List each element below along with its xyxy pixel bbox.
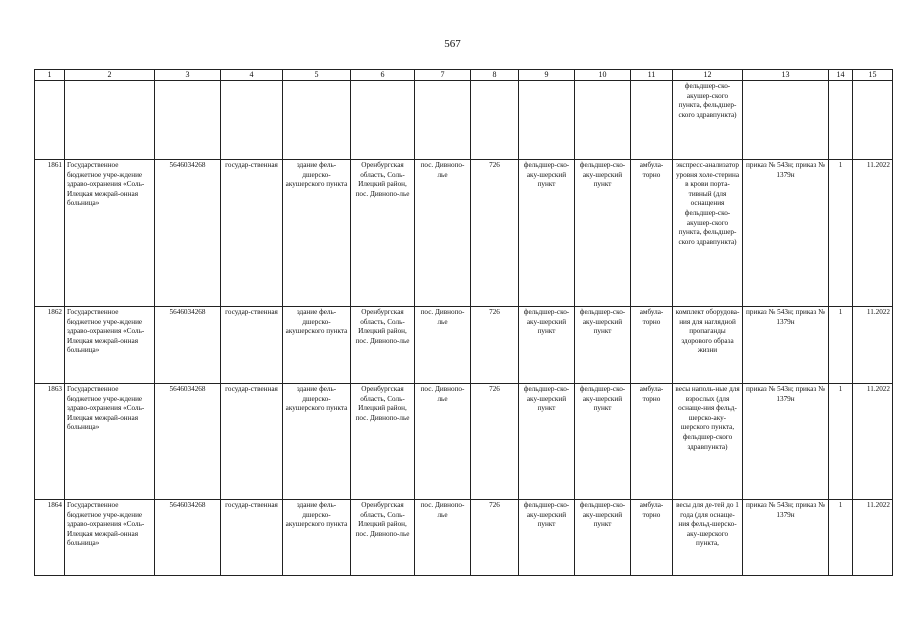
- empty-cell: [35, 81, 65, 160]
- settlement-cell: пос. Дивнопо-лье: [415, 307, 471, 384]
- organization-cell: Государственное бюджетное учре-ждение здраво-охранения «Соль-Илецкая межрай-онная больница»: [65, 160, 155, 307]
- inn-cell: 5646034268: [155, 307, 221, 384]
- code-cell: 726: [471, 500, 519, 576]
- unit-cell: фельдшер-ско-аку-шерский пункт: [519, 500, 575, 576]
- empty-cell: [575, 81, 631, 160]
- row-number-cell: 1862: [35, 307, 65, 384]
- quantity-cell: 1: [829, 307, 853, 384]
- organization-cell: Государственное бюджетное учре-ждение здраво-охранения «Соль-Илецкая межрай-онная больница»: [65, 500, 155, 576]
- empty-cell: [519, 81, 575, 160]
- column-number: 6: [351, 70, 415, 81]
- empty-cell: [155, 81, 221, 160]
- empty-cell: [283, 81, 351, 160]
- table-row: [35, 307, 893, 384]
- date-cell: 11.2022: [853, 500, 893, 576]
- building-cell: здание фель-дшерско-акушерского пункта: [283, 160, 351, 307]
- unit-cell: фельдшер-ско-аку-шерский пункт: [575, 307, 631, 384]
- building-cell: здание фель-дшерско-акушерского пункта: [283, 307, 351, 384]
- column-number: 2: [65, 70, 155, 81]
- quantity-cell: 1: [829, 500, 853, 576]
- address-cell: Оренбургская область, Соль-Илецкий район, пос. Дивнопо-лье: [351, 384, 415, 500]
- address-cell: Оренбургская область, Соль-Илецкий район, пос. Дивнопо-лье: [351, 307, 415, 384]
- table-row: [35, 500, 893, 576]
- order-cell: приказ № 543н; приказ № 1379н: [743, 384, 829, 500]
- care-form-cell: амбула-торно: [631, 160, 673, 307]
- date-cell: 11.2022: [853, 160, 893, 307]
- equipment-cell: фельдшер-ско-акушер-ского пункта, фельдшер-ского здравпункта): [673, 81, 743, 160]
- page-number: 567: [444, 38, 461, 50]
- empty-cell: [631, 81, 673, 160]
- address-cell: Оренбургская область, Соль-Илецкий район, пос. Дивнопо-лье: [351, 160, 415, 307]
- row-number-cell: 1861: [35, 160, 65, 307]
- column-number: 5: [283, 70, 351, 81]
- organization-cell: Государственное бюджетное учре-ждение здраво-охранения «Соль-Илецкая межрай-онная больница»: [65, 307, 155, 384]
- care-form-cell: амбула-торно: [631, 307, 673, 384]
- date-cell: 11.2022: [853, 307, 893, 384]
- column-number: 11: [631, 70, 673, 81]
- code-cell: 726: [471, 160, 519, 307]
- unit-cell: фельдшер-ско-аку-шерский пункт: [519, 160, 575, 307]
- unit-cell: фельдшер-ско-аку-шерский пункт: [519, 384, 575, 500]
- code-cell: 726: [471, 384, 519, 500]
- column-number: 1: [35, 70, 65, 81]
- registry-table: [34, 69, 893, 576]
- ownership-cell: государ-ственная: [221, 307, 283, 384]
- settlement-cell: пос. Дивнопо-лье: [415, 500, 471, 576]
- building-cell: здание фель-дшерско-акушерского пункта: [283, 500, 351, 576]
- equipment-cell: весы для де-тей до 1 года (для оснаще-ния фельд-шерско-аку-шерского пункта,: [673, 500, 743, 576]
- column-number-row: [35, 70, 893, 81]
- quantity-cell: 1: [829, 160, 853, 307]
- empty-cell: [829, 81, 853, 160]
- empty-cell: [853, 81, 893, 160]
- column-number: 15: [853, 70, 893, 81]
- unit-cell: фельдшер-ско-аку-шерский пункт: [575, 384, 631, 500]
- settlement-cell: пос. Дивнопо-лье: [415, 160, 471, 307]
- organization-cell: Государственное бюджетное учре-ждение здраво-охранения «Соль-Илецкая межрай-онная больница»: [65, 384, 155, 500]
- equipment-cell: экспресс-анализатор уровня холе-стерина в крови порта-тивный (для оснащения фельдшер-ско-акушер-ского пункта, фельдшер-ского здравпункта): [673, 160, 743, 307]
- care-form-cell: амбула-торно: [631, 500, 673, 576]
- address-cell: Оренбургская область, Соль-Илецкий район, пос. Дивнопо-лье: [351, 500, 415, 576]
- empty-cell: [351, 81, 415, 160]
- column-number: 9: [519, 70, 575, 81]
- unit-cell: фельдшер-ско-аку-шерский пункт: [519, 307, 575, 384]
- column-number: 14: [829, 70, 853, 81]
- column-number: 12: [673, 70, 743, 81]
- continuation-row: [35, 81, 893, 160]
- inn-cell: 5646034268: [155, 160, 221, 307]
- care-form-cell: амбула-торно: [631, 384, 673, 500]
- code-cell: 726: [471, 307, 519, 384]
- empty-cell: [65, 81, 155, 160]
- inn-cell: 5646034268: [155, 500, 221, 576]
- table-row: [35, 160, 893, 307]
- table-row: [35, 384, 893, 500]
- settlement-cell: пос. Дивнопо-лье: [415, 384, 471, 500]
- unit-cell: фельдшер-ско-аку-шерский пункт: [575, 500, 631, 576]
- ownership-cell: государ-ственная: [221, 384, 283, 500]
- empty-cell: [743, 81, 829, 160]
- column-number: 7: [415, 70, 471, 81]
- column-number: 3: [155, 70, 221, 81]
- ownership-cell: государ-ственная: [221, 160, 283, 307]
- column-number: 10: [575, 70, 631, 81]
- inn-cell: 5646034268: [155, 384, 221, 500]
- building-cell: здание фель-дшерско-акушерского пункта: [283, 384, 351, 500]
- column-number: 4: [221, 70, 283, 81]
- column-number: 13: [743, 70, 829, 81]
- row-number-cell: 1863: [35, 384, 65, 500]
- quantity-cell: 1: [829, 384, 853, 500]
- column-number: 8: [471, 70, 519, 81]
- ownership-cell: государ-ственная: [221, 500, 283, 576]
- order-cell: приказ № 543н; приказ № 1379н: [743, 307, 829, 384]
- empty-cell: [471, 81, 519, 160]
- empty-cell: [415, 81, 471, 160]
- equipment-cell: комплект оборудова-ния для наглядной пропаганды здорового образа жизни: [673, 307, 743, 384]
- order-cell: приказ № 543н; приказ № 1379н: [743, 160, 829, 307]
- order-cell: приказ № 543н; приказ № 1379н: [743, 500, 829, 576]
- empty-cell: [221, 81, 283, 160]
- date-cell: 11.2022: [853, 384, 893, 500]
- row-number-cell: 1864: [35, 500, 65, 576]
- equipment-cell: весы наполь-ные для взрослых (для оснаще-ния фельд-шерско-аку-шерского пункта, фельдшер-ского здравпункта): [673, 384, 743, 500]
- unit-cell: фельдшер-ско-аку-шерский пункт: [575, 160, 631, 307]
